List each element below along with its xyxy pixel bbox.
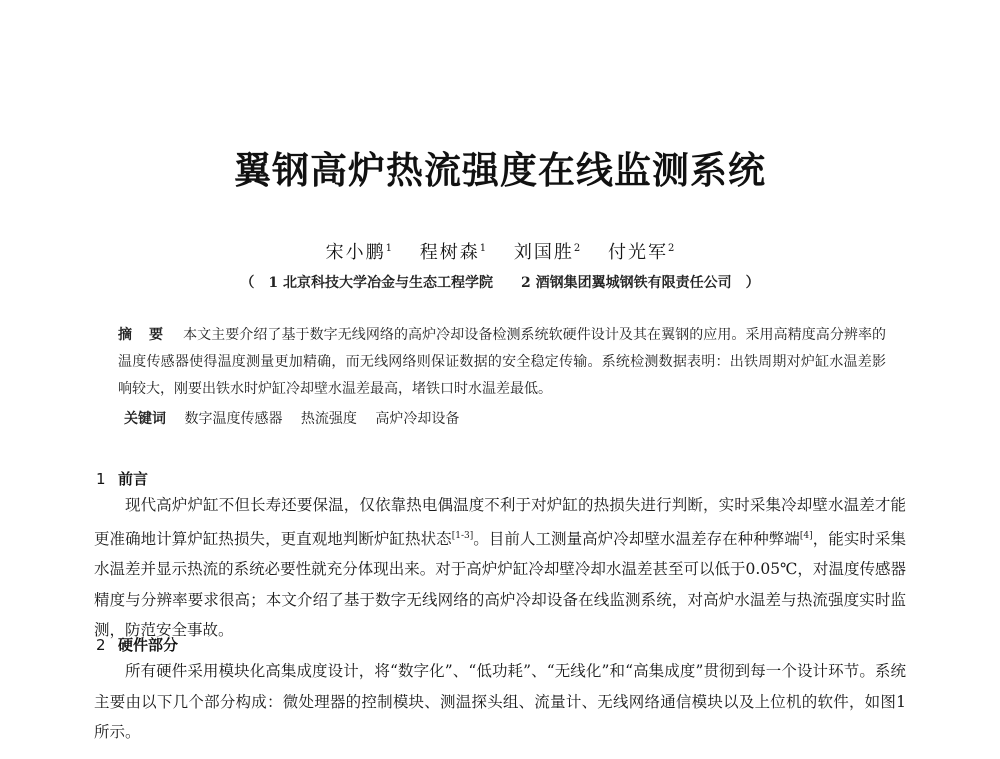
author-name: 刘国胜 xyxy=(513,242,574,263)
author xyxy=(326,242,392,263)
citation: [4] xyxy=(799,530,813,541)
author-name: 程树森 xyxy=(419,242,480,263)
author xyxy=(420,242,486,263)
abstract-text: 本文主要介绍了基于数字无线网络的高炉冷却设备检测系统软硬件设计及其在翼钢的应用。采用高精度高分辨率的温度传感器使得温度测量更加精确，而无线网络则保证数据的安全稳定传输。系统检测数据表明：出铁周期对炉缸水温差影响较大，刚要出铁水时炉缸冷却壁水温差最高，堵铁口时水温差最低。 xyxy=(118,327,887,397)
paper-title: 翼钢高炉热流强度在线监测系统 xyxy=(234,149,766,192)
paragraph-text: 现代高炉炉缸不但长寿还要保温，仅依靠热电偶温度不利于对炉缸的热损失进行判断，实时采集冷却壁水温差才能更准确地计算炉缸热损失，更直观地判断炉缸热状态 xyxy=(94,496,906,548)
affiliations xyxy=(0,272,1000,292)
abstract xyxy=(118,322,886,403)
affiliation-2: 2 酒钢集团翼城钢铁有限责任公司 xyxy=(521,275,732,291)
paragraph: 所有硬件采用模块化高集成度设计，将“数字化”、“低功耗”、“无线化”和“高集成度”贯彻到每一个设计环节。系统主要由以下几个部分构成：微处理器的控制模块、测温探头组、流量计、无线网络通信模块以及上位机的软件，如图1所示。 xyxy=(94,662,906,741)
keyword: 热流强度 xyxy=(300,411,357,427)
paragraph-text: ，能实时采集水温差并显示热流的系统必要性就充分体现出来。对于高炉炉缸冷却壁冷却水温差甚至可以低于0.05℃，对温度传感器精度与分辨率要求很高；本文介绍了基于数字无线网络的高炉冷却设备在线监测系统，对高炉水温差与热流强度实时监测，防范安全事故。 xyxy=(94,529,906,640)
section-number: 1 xyxy=(96,470,106,488)
author-name: 付光军 xyxy=(607,242,668,263)
author-affiliation-mark: 1 xyxy=(479,243,487,254)
author-affiliation-mark: 2 xyxy=(667,243,675,254)
section-number: 2 xyxy=(96,636,106,654)
affiliation-1: 1 北京科技大学冶金与生态工程学院 xyxy=(268,275,493,291)
paragraph xyxy=(94,490,906,646)
introduction-body xyxy=(94,490,906,646)
affiliation-close-paren: ） xyxy=(745,275,760,291)
author xyxy=(608,242,674,263)
hardware-body xyxy=(94,656,906,748)
author-affiliation-mark: 2 xyxy=(573,243,581,254)
author-name: 宋小鹏 xyxy=(325,242,386,263)
keyword: 高炉冷却设备 xyxy=(375,411,460,427)
section-heading-hardware xyxy=(96,634,178,655)
author xyxy=(514,242,580,263)
citation: [1-3] xyxy=(451,530,474,541)
author-list xyxy=(0,238,1000,264)
section-title: 前言 xyxy=(118,470,149,488)
keywords-label: 关键词 xyxy=(124,411,166,427)
section-heading-introduction xyxy=(96,468,148,489)
paragraph-text: 。目前人工测量高炉冷却壁水温差存在种种弊端 xyxy=(473,529,800,548)
keywords xyxy=(124,408,884,428)
keyword: 数字温度传感器 xyxy=(184,411,283,427)
section-title: 硬件部分 xyxy=(118,636,179,654)
author-affiliation-mark: 1 xyxy=(385,243,393,254)
affiliation-open-paren: （ xyxy=(240,275,255,291)
abstract-label: 摘 要 xyxy=(118,327,170,343)
